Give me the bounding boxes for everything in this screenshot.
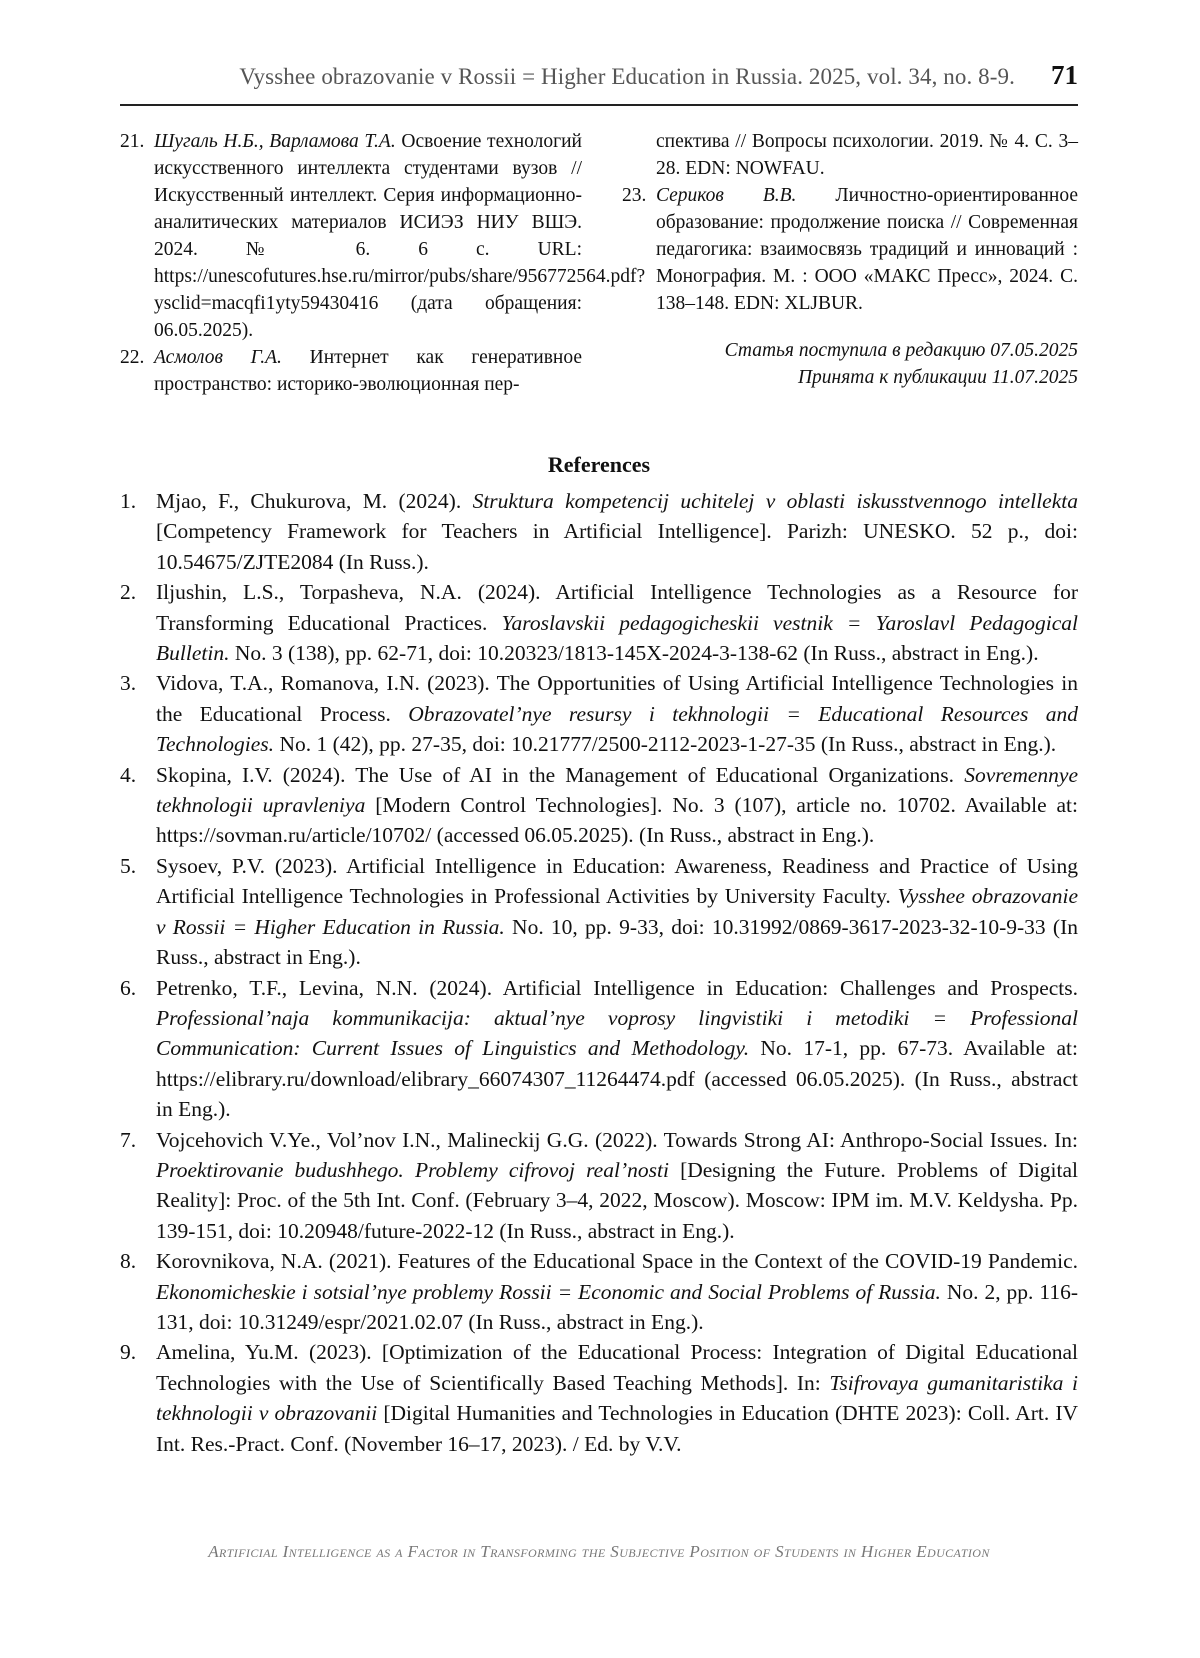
ref-number: 23. (622, 185, 647, 206)
header-rule (120, 104, 1078, 106)
ref-source: Struktura kompetencij uchitelej v oblasti iskusstvennogo intellekta (472, 489, 1078, 513)
ref-source: Professional’naja kommunikacija: aktual’nye voprosy lingvistiki i metodiki = Professional Communication: Current Issues of Linguistics and Methodology. (156, 1005, 1078, 1061)
ref-source: Tsifrovaya gumanitaristika i tekhnologii v obrazovanii (156, 1370, 1078, 1426)
ref-source: Proektirovanie budushhego. Problemy cifrovoj real’nosti (156, 1157, 669, 1182)
ref-number: 7. (120, 1127, 137, 1152)
references-list (120, 486, 1078, 1459)
ref-text: No. 1 (42), pp. 27-35, doi: 10.21777/2500-2112-2023-1-27-35 (In Russ., abstract in Eng.). (274, 732, 1057, 757)
accepted-date: Принята к публикации 11.07.2025 (797, 367, 1078, 388)
journal-title: Vysshee obrazovanie v Rossii = Higher Education in Russia. 2025, vol. 34, no. 8-9. (239, 64, 1015, 89)
ref-text: Amelina, Yu.M. (2023). [Optimization of the Educational Process: Integration of Digital Educational Technologies with the Use of Scientifically Based Teaching Methods]. In: (156, 1340, 1078, 1395)
running-footer: Artificial Intelligence as a Factor in Transforming the Subjective Position of Students in Higher Education (208, 1542, 990, 1561)
ru-ref-22-continuation: спектива // Вопросы психологии. 2019. № 4. С. 3–28. EDN: NOWFAU. (656, 131, 1078, 179)
ref-number: 1. (120, 489, 137, 513)
ru-ref-22 (120, 344, 582, 398)
ru-ref-23 (622, 182, 1078, 317)
ref-source: Vysshee obrazovanie v Rossii = Higher Education in Russia. (156, 884, 1078, 939)
ref-number: 4. (120, 762, 137, 787)
ref-number: 2. (120, 580, 137, 605)
ref-text: [Designing the Future. Problems of Digital Reality]: Proc. of the 5th Int. Conf. (February 3–4, 2022, Moscow). Moscow: IPM im. M.V. Keldysha. Pp. 139-151, doi: 10.20948/future-2022-12 (In Russ., abstract in Eng.). (156, 1157, 1078, 1243)
ref-source: Ekonomicheskie i sotsial’nye problemy Rossii = Economic and Social Problems of Russia. (156, 1279, 941, 1304)
article-dates (622, 337, 1078, 391)
ref-text: Mjao, F., Chukurova, M. (2024). (156, 489, 473, 513)
reference-item (120, 1246, 1078, 1337)
ref-text: Освоение технологий искусственного интеллекта студентами вузов // Искусственный интеллект. Серия информационно-аналитических материалов ИСИЭЗ НИУ ВШЭ. 2024. № 6. 6 с. URL: https://unescofutures.hse.ru/mirror/pubs/share/956772564.pdf?ysclid=macqfi1yty59430416 (дата обращения: 06.05.2025). (154, 131, 646, 341)
ref-text: No. 3 (138), pp. 62-71, doi: 10.20323/1813-145X-2024-3-138-62 (In Russ., abstract in Eng.). (229, 641, 1039, 666)
ref-number: 6. (120, 975, 137, 1000)
ref-text: No. 10, pp. 9-33, doi: 10.31992/0869-3617-2023-32-10-9-33 (In Russ., abstract in Eng.). (156, 914, 1078, 970)
reference-item (120, 1337, 1078, 1459)
ref-number: 21. (120, 131, 145, 152)
ref-source: Sovremennye tekhnologii upravleniya (156, 762, 1078, 818)
ref-text: Sysoev, P.V. (2023). Artificial Intelligence in Education: Awareness, Readiness and Practice of Using Artificial Intelligence Technologies in Professional Activities by University Faculty. (156, 853, 1078, 909)
reference-item (120, 577, 1078, 668)
ref-number: 9. (120, 1340, 137, 1365)
page-number: 71 (1051, 60, 1078, 90)
running-header (120, 60, 1078, 91)
ref-number: 5. (120, 853, 137, 878)
ref-text: Интернет как генеративное пространство: историко-эволюционная пер- (154, 347, 582, 395)
ref-text: Vidova, T.A., Romanova, I.N. (2023). The Opportunities of Using Artificial Intelligence Technologies in the Educational Process. (156, 671, 1078, 726)
ref-text: Личностно-ориентированное образование: продолжение поиска // Современная педагогика: взаимосвязь традиций и инноваций : Монография. М. : ООО «МАКС Пресс», 2024. С. 138–148. EDN: XLJBUR. (656, 185, 1078, 314)
reference-item (120, 1125, 1078, 1247)
ref-number: 3. (120, 671, 137, 696)
ref-authors: Сериков В.В. (656, 185, 797, 206)
ref-source: Obrazovatel’nye resursy i tekhnologii = Educational Resources and Technologies. (156, 701, 1078, 757)
references-heading: References (547, 452, 651, 477)
ref-text: Iljushin, L.S., Torpasheva, N.A. (2024). Artificial Intelligence Technologies as a Resource for Transforming Educational Practices. (156, 580, 1078, 635)
ref-text: Vojcehovich V.Ye., Vol’nov I.N., Malineckij G.G. (2022). Towards Strong AI: Anthropo-Social Issues. In: (156, 1127, 1078, 1152)
ref-text: Skopina, I.V. (2024). The Use of AI in the Management of Educational Organizations. (156, 762, 965, 787)
reference-item (120, 851, 1078, 973)
reference-item (120, 486, 1078, 577)
reference-item (120, 973, 1078, 1125)
ref-text: [Digital Humanities and Technologies in Education (DHTE 2023): Coll. Art. IV Int. Res.-Pract. Conf. (November 16–17, 2023). / Ed. by V.V. (156, 1401, 1079, 1456)
ref-text: No. 2, pp. 116-131, doi: 10.31249/espr/2021.02.07 (In Russ., abstract in Eng.). (156, 1279, 1079, 1334)
ref-text: No. 17-1, pp. 67-73. Available at: https://elibrary.ru/download/elibrary_66074307_11264474.pdf (accessed 06.05.2025). (In Russ., abstract in Eng.). (156, 1036, 1078, 1122)
ref-authors: Асмолов Г.А. (154, 347, 282, 368)
ref-text: Korovnikova, N.A. (2021). Features of the Educational Space in the Context of the COVID-19 Pandemic. (156, 1249, 1078, 1274)
ref-text: [Competency Framework for Teachers in Artificial Intelligence]. Parizh: UNESKO. 52 p., doi: 10.54675/ZJTE2084 (In Russ.). (156, 519, 1078, 574)
received-date: Статья поступила в редакцию 07.05.2025 (724, 340, 1078, 361)
reference-item (120, 668, 1078, 759)
ref-text: [Modern Control Technologies]. No. 3 (107), article no. 10702. Available at: https://sovman.ru/article/10702/ (accessed 06.05.2025). (In Russ., abstract in Eng.). (156, 793, 1079, 848)
ru-references-right-column (622, 128, 1078, 391)
ref-text: Petrenko, T.F., Levina, N.N. (2024). Artificial Intelligence in Education: Challenges and Prospects. (156, 975, 1078, 1000)
ref-number: 22. (120, 347, 145, 368)
reference-item (120, 760, 1078, 851)
ref-number: 8. (120, 1249, 137, 1274)
ref-source: Yaroslavskii pedagogicheskii vestnik = Yaroslavl Pedagogical Bulletin. (156, 610, 1078, 666)
ref-authors: Шугаль Н.Б., Варламова Т.А. (154, 131, 396, 152)
